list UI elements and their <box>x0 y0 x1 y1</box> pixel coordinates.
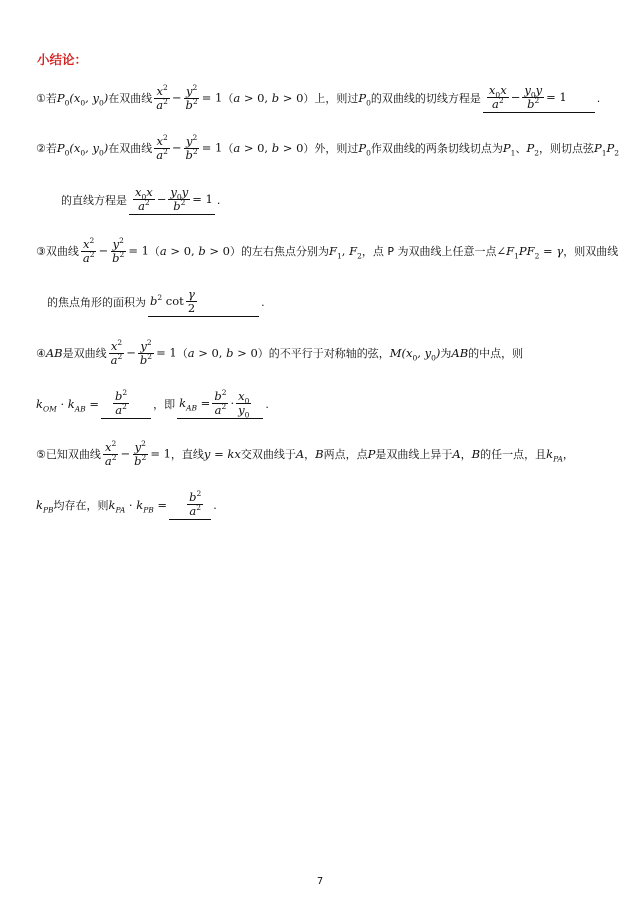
item-3-line-1: ③双曲线 $\frac{x^2}{a^2}$ − $\frac{y^2}{b^2}$ = 1 （ a > 0, b > 0 ）的左右焦点分别为 $F_1$, $F_2$ ，点 P 为双曲线上任意一点 $\angle F_1PF_2 = \gamma$ ，则双曲线 <box>36 236 619 266</box>
item-5-line-1: ⑤已知双曲线 $\frac{x^2}{a^2}$ − $\frac{y^2}{b^2}$ = 1 ，直线 y = kx 交双曲线于 A ， B 两点，点 P 是双曲线上异于 A ， B 的任一点，且 $k_{PA}$ ， <box>36 439 574 469</box>
item-2-line-2: 的直线方程是 $\frac{x_0x}{a^2}$ − $\frac{y_0y}{b^2}$ = 1 . <box>61 186 220 215</box>
hyperbola-equation: $\frac{x^2}{a^2}$ − $\frac{y^2}{b^2}$ = 1 <box>110 338 177 368</box>
item-2-line-1: ②若 $P_0(x_0$, $y_0$) 在双曲线 $\frac{x^2}{a^2}$ − $\frac{y^2}{b^2}$ = 1 （ a > 0, b > 0 ）外，则过 $P_0$ 作双曲线的两条切线切点为 $P_1$ 、 $P_2$ ，则切点弦 $P_1P_2$ <box>36 133 620 163</box>
section-heading: 小结论： <box>37 52 88 67</box>
hyperbola-equation: $\frac{x^2}{a^2}$ − $\frac{y^2}{b^2}$ = 1 <box>156 83 223 113</box>
answer-slope-product-pa-pb: $\frac{b^2}{a^2}$ <box>169 491 211 520</box>
answer-slope-ab: $k_{AB}$ = $\frac{b^2}{a^2}$ · $\frac{x_0}{y_0}$ <box>177 390 263 419</box>
answer-focal-triangle-area: $b^2$ cot $\frac{\gamma}{2}$ <box>148 288 259 317</box>
hyperbola-equation: $\frac{x^2}{a^2}$ − $\frac{y^2}{b^2}$ = 1 <box>82 236 149 266</box>
point-p0: $P_0(x_0$, $y_0$) <box>56 90 109 108</box>
item-3-line-2: 的焦点角形的面积为 $b^2$ cot $\frac{\gamma}{2}$ . <box>47 288 265 317</box>
page-number: 7 <box>316 876 324 887</box>
answer-chord-line: $\frac{x_0x}{a^2}$ − $\frac{y_0y}{b^2}$ = 1 <box>129 186 215 215</box>
hyperbola-equation: $\frac{x^2}{a^2}$ − $\frac{y^2}{b^2}$ = 1 <box>104 439 171 469</box>
item-5-line-2: $k_{PB}$ 均存在，则 $k_{PA} \cdot k_{PB}$ = $\frac{b^2}{a^2}$ . <box>36 491 217 520</box>
answer-slope-product: $\frac{b^2}{a^2}$ <box>101 390 151 419</box>
item-4-line-2: $k_{OM} \cdot k_{AB}$ = $\frac{b^2}{a^2}$ ，即 $k_{AB}$ = $\frac{b^2}{a^2}$ · $\frac{x_0}{y_0}$ . <box>36 388 269 420</box>
item-1-line-1: ①若 $P_0(x_0$, $y_0$) 在双曲线 $\frac{x^2}{a^2}$ − $\frac{y^2}{b^2}$ = 1 （ a > 0, b > 0 ）上，则过 $P_0$ 的双曲线的切线方程是 $\frac{x_0x}{a^2}$ − $\frac{y_0y}{b^2}$ = 1 . <box>36 83 601 113</box>
answer-tangent-line: $\frac{x_0x}{a^2}$ − $\frac{y_0y}{b^2}$ = 1 <box>483 84 595 113</box>
hyperbola-equation: $\frac{x^2}{a^2}$ − $\frac{y^2}{b^2}$ = 1 <box>156 133 223 163</box>
condition: a > 0, b > 0 <box>233 90 304 105</box>
item-4-line-1: ④ AB 是双曲线 $\frac{x^2}{a^2}$ − $\frac{y^2}{b^2}$ = 1 （ a > 0, b > 0 ）的不平行于对称轴的弦， $M(x_0$, $y_0$) 为 AB 的中点，则 <box>36 338 524 368</box>
